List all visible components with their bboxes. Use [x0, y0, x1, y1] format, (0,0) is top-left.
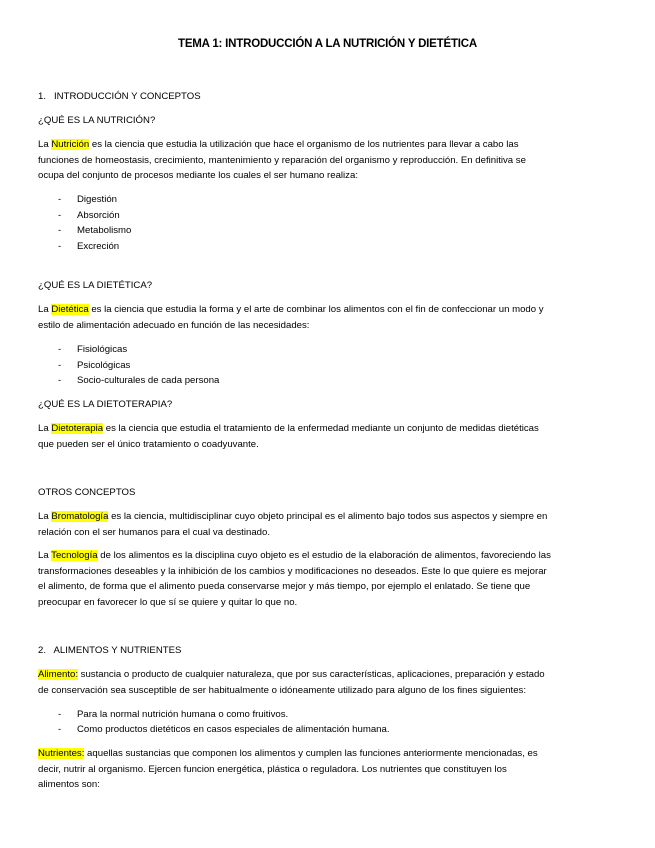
text-fragment: es la ciencia que estudia la forma y el arte de combinar los alimentos con el fin de confeccionar un modo y — [88, 304, 544, 315]
list-dash: - — [58, 241, 62, 252]
otros-conceptos-heading: OTROS CONCEPTOS — [38, 487, 136, 498]
paragraph-dietoterapia — [38, 421, 613, 452]
list-item-text: Como productos dietéticos en casos especiales de alimentación humana. — [77, 724, 390, 735]
text-fragment: es la ciencia, multidisciplinar cuyo objeto principal es el alimento bajo todos sus aspectos y siempre en — [108, 511, 548, 522]
paragraph-nutrientes — [38, 746, 613, 793]
list-item — [58, 208, 120, 224]
paragraph-line: decir, nutrir al organismo. Ejercen funcion energética, plástica o reguladora. Los nutrientes que constituyen los — [38, 763, 507, 775]
text-fragment: La — [38, 511, 52, 522]
paragraph-line: preocupar en favorecer lo que sí se quiere y quitar lo que no. — [38, 596, 298, 608]
list-dash: - — [58, 709, 62, 720]
paragraph-line — [38, 667, 613, 683]
list-item — [58, 342, 127, 358]
text-fragment: La — [38, 304, 52, 315]
highlighted-term: Tecnología — [51, 550, 98, 561]
paragraph-line: estilo de alimentación adecuado en función de las necesidades: — [38, 319, 310, 331]
list-item-text: Fisiológicas — [77, 344, 128, 355]
question-dietoterapia: ¿QUÉ ES LA DIETOTERAPIA? — [38, 399, 173, 410]
paragraph-line: alimentos son: — [38, 779, 100, 791]
highlighted-term: Nutrición — [51, 139, 90, 150]
paragraph-line: transformaciones deseables y la inhibición de los cambios y modificaciones no deseados. Este lo que quiere es mejorar — [38, 565, 547, 577]
section-heading-1: 1. INTRODUCCIÓN Y CONCEPTOS — [38, 91, 201, 102]
paragraph-line: el alimento, de forma que el alimento pueda conservarse mejor y más tiempo, por ejemplo el enlatado. Se tiene que — [38, 581, 531, 593]
list-item-text: Absorción — [77, 210, 120, 221]
paragraph-line — [38, 137, 613, 153]
list-item — [58, 192, 117, 208]
paragraph-line: ocupa del conjunto de procesos mediante los cuales el ser humano realiza: — [38, 170, 358, 182]
text-fragment: de los alimentos es la disciplina cuyo objeto es el estudio de la elaboración de alimentos, favoreciendo las — [97, 550, 551, 561]
list-item-text: Digestión — [77, 194, 117, 205]
text-fragment: es la ciencia que estudia el tratamiento de la enfermedad mediante un conjunto de medidas dietéticas — [103, 423, 539, 434]
highlighted-term: Nutrientes: — [38, 748, 85, 759]
list-dash: - — [58, 225, 62, 236]
list-dash: - — [58, 210, 62, 221]
text-fragment: La — [38, 550, 52, 561]
paragraph-line: funciones de homeostasis, crecimiento, mantenimiento y reparación del organismo y reproducción. En definitiva se — [38, 154, 526, 166]
list-item — [58, 707, 288, 723]
highlighted-term: Alimento: — [38, 669, 78, 680]
text-fragment: La — [38, 423, 52, 434]
paragraph-line: que pueden ser el único tratamiento o coadyuvante. — [38, 438, 259, 450]
text-fragment: La — [38, 139, 52, 150]
highlighted-term: Dietética — [51, 304, 89, 315]
list-dash: - — [58, 724, 62, 735]
list-item — [58, 373, 219, 389]
list-dash: - — [58, 375, 62, 386]
text-fragment: sustancia o producto de cualquier naturaleza, que por sus características, aplicaciones, preparación y estado — [78, 669, 545, 680]
list-item-text: Socio-culturales de cada persona — [77, 375, 220, 386]
paragraph-tecnologia — [38, 548, 613, 610]
list-dash: - — [58, 360, 62, 371]
list-dash: - — [58, 194, 62, 205]
question-dietetica: ¿QUÉ ES LA DIETÉTICA? — [38, 280, 153, 291]
list-item — [58, 358, 130, 374]
paragraph-line — [38, 746, 613, 762]
text-fragment: aquellas sustancias que componen los alimentos y cumplen las funciones anteriormente mencionadas, es — [84, 748, 538, 759]
list-item — [58, 239, 119, 255]
list-item-text: Metabolismo — [77, 225, 132, 236]
paragraph-bromatologia — [38, 509, 613, 540]
highlighted-term: Dietoterapia — [51, 423, 104, 434]
list-item — [58, 223, 131, 239]
highlighted-term: Bromatología — [51, 511, 109, 522]
section-heading-2: 2. ALIMENTOS Y NUTRIENTES — [38, 645, 182, 656]
paragraph-line — [38, 421, 613, 437]
text-fragment: es la ciencia que estudia la utilización que hace el organismo de los nutrientes para llevar a cabo las — [89, 139, 519, 150]
list-item-text: Psicológicas — [77, 360, 131, 371]
paragraph-line — [38, 302, 613, 318]
list-item-text: Excreción — [77, 241, 120, 252]
list-item — [58, 722, 390, 738]
question-nutricion: ¿QUÉ ES LA NUTRICIÓN? — [38, 115, 156, 126]
paragraph-nutricion — [38, 137, 613, 184]
paragraph-line: de conservación sea susceptible de ser habitualmente o idóneamente utilizado para alguno de los fines siguientes: — [38, 684, 526, 696]
document-title: TEMA 1: INTRODUCCIÓN A LA NUTRICIÓN Y DIETÉTICA — [178, 38, 477, 50]
list-item-text: Para la normal nutrición humana o como fruitivos. — [77, 709, 289, 720]
paragraph-alimento — [38, 667, 613, 698]
paragraph-line — [38, 548, 613, 564]
paragraph-line: relación con el ser humanos para el cual va destinado. — [38, 526, 270, 538]
paragraph-line — [38, 509, 613, 525]
list-dash: - — [58, 344, 62, 355]
paragraph-dietetica — [38, 302, 613, 333]
